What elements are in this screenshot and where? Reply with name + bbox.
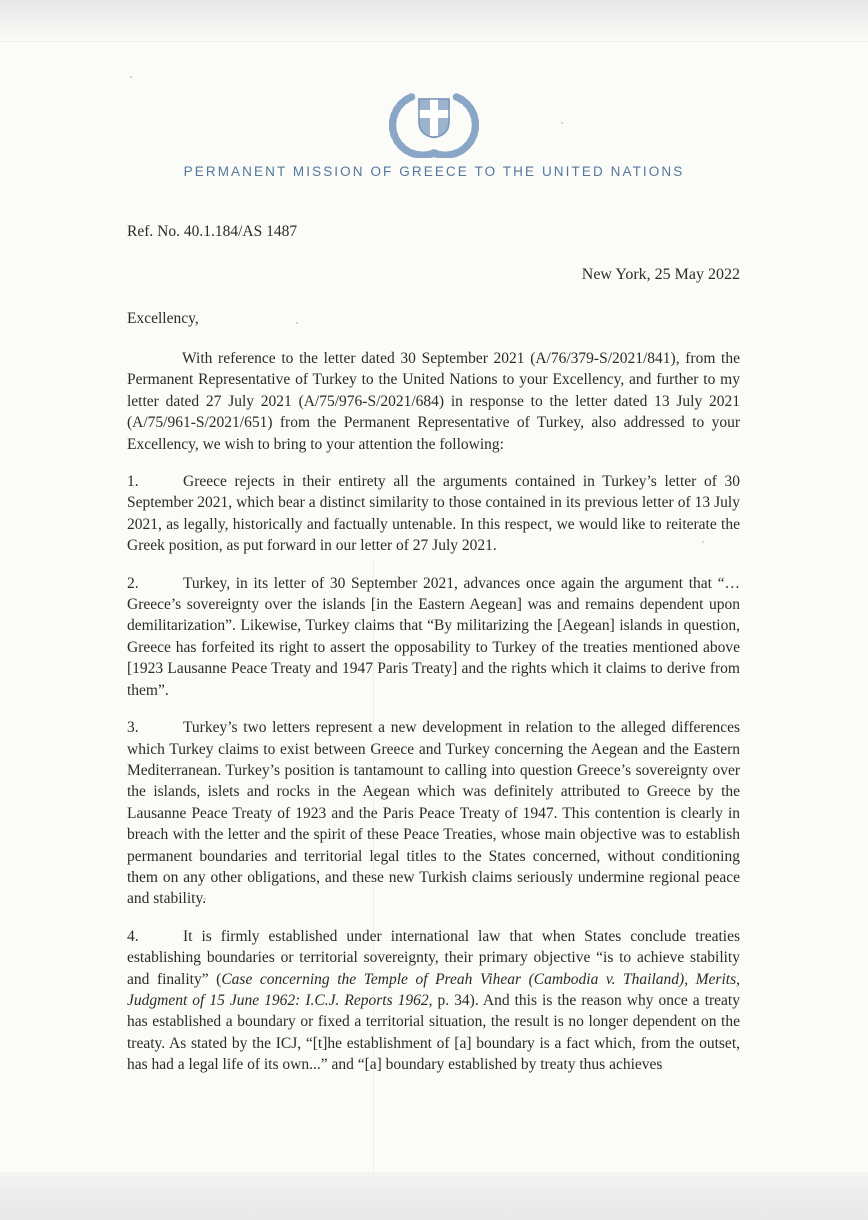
paragraph-text: Turkey, in its letter of 30 September 2021, advances once again the argument that “…Greece’s sovereignty over the islands [in the Eastern Aegean] was and remains dependent upon demilitarization”. Likewise, Turkey claims that “By militarizing the [Aegean] islands in question, Greece has forfeited its right to assert the opposability to Turkey of the treaties mentioned above [1923 Lausanne Peace Treaty and 1947 Paris Treaty] and the rights which it claims to derive from them”. [127, 574, 740, 699]
greece-coat-of-arms-icon [389, 86, 479, 158]
letterhead [0, 86, 868, 179]
paragraph-number: 4. [127, 927, 139, 945]
paragraph-text-segment: It is firmly established under international law that when States conclude treaties establishing boundaries or territorial sovereignty, their primary objective “is to achieve stability and finality” ( [127, 927, 740, 988]
numbered-paragraph-1 [127, 471, 740, 557]
scan-fold-line [373, 560, 374, 1172]
paragraph-text: Turkey’s two letters represent a new development in relation to the alleged differences which Turkey claims to exist between Greece and Turkey concerning the Aegean and the Eastern Mediterranean. Turkey’s position is tantamount to calling into question Greece’s sovereignty over the islands, islets and rocks in the Aegean which was definitely attributed to Greece by the Lausanne Peace Treaty of 1923 and the Paris Peace Treaty of 1947. This contention is clearly in breach with the letter and the spirit of these Peace Treaties, whose main objective was to establish permanent boundaries and territorial legal titles to the States concerned, without conditioning them on any other obligations, and these new Turkish claims seriously undermine regional peace and stability. [127, 719, 740, 908]
mission-title: PERMANENT MISSION OF GREECE TO THE UNITED NATIONS [183, 164, 685, 179]
paragraph-number: 2. [127, 574, 139, 592]
paragraph-number: 1. [127, 473, 139, 491]
paragraph-text-segment: , p. 34). And this is the reason why once a treaty has established a boundary or fixed a territorial situation, the result is no longer dependent on the treaty. As stated by the ICJ, “[t]he establishment of [a] boundary is a fact which, from the outset, has had a legal life of its own...” and “[a] boundary established by treaty thus achieves [127, 991, 740, 1074]
speckle [130, 76, 132, 78]
intro-paragraph: With reference to the letter dated 30 September 2021 (A/76/379-S/2021/841), from the Permanent Representative of Turkey to the United Nations to your Excellency, and further to my letter dated 27 July 2021 (A/75/976-S/2021/684) in response to the letter dated 13 July 2021 (A/75/961-S/2021/651) from the Permanent Representative of Turkey, also addressed to your Excellency, we wish to bring to your attention the following: [127, 350, 740, 453]
numbered-paragraph-4 [127, 926, 740, 1076]
salutation: Excellency, [127, 310, 199, 327]
numbered-paragraph-3 [127, 717, 740, 910]
scan-edge-top [0, 0, 868, 44]
speckle [561, 122, 563, 124]
speckle [702, 541, 704, 543]
paragraph-text: Greece rejects in their entirety all the arguments contained in Turkey’s letter of 30 September 2021, which bear a distinct similarity to those contained in its previous letter of 13 July 2021, as legally, historically and factually untenable. In this respect, we would like to reiterate the Greek position, as put forward in our letter of 27 July 2021. [127, 473, 740, 555]
ref-number: Ref. No. 40.1.184/AS 1487 [127, 223, 298, 240]
dateline: New York, 25 May 2022 [581, 266, 740, 283]
speckle [204, 898, 206, 900]
letter-body [127, 348, 740, 1092]
speckle [296, 322, 298, 324]
scan-edge-bottom [0, 1172, 868, 1220]
case-citation-italic: Case concerning the Temple of Preah Vihear (Cambodia v. Thailand), Merits, Judgment of 15 June 1962: I.C.J. Reports 1962 [127, 970, 740, 1009]
speckle [641, 1004, 643, 1006]
numbered-paragraph-2 [127, 573, 740, 701]
scan-page-top-edge [0, 41, 868, 42]
paragraph-number: 3. [127, 719, 139, 737]
